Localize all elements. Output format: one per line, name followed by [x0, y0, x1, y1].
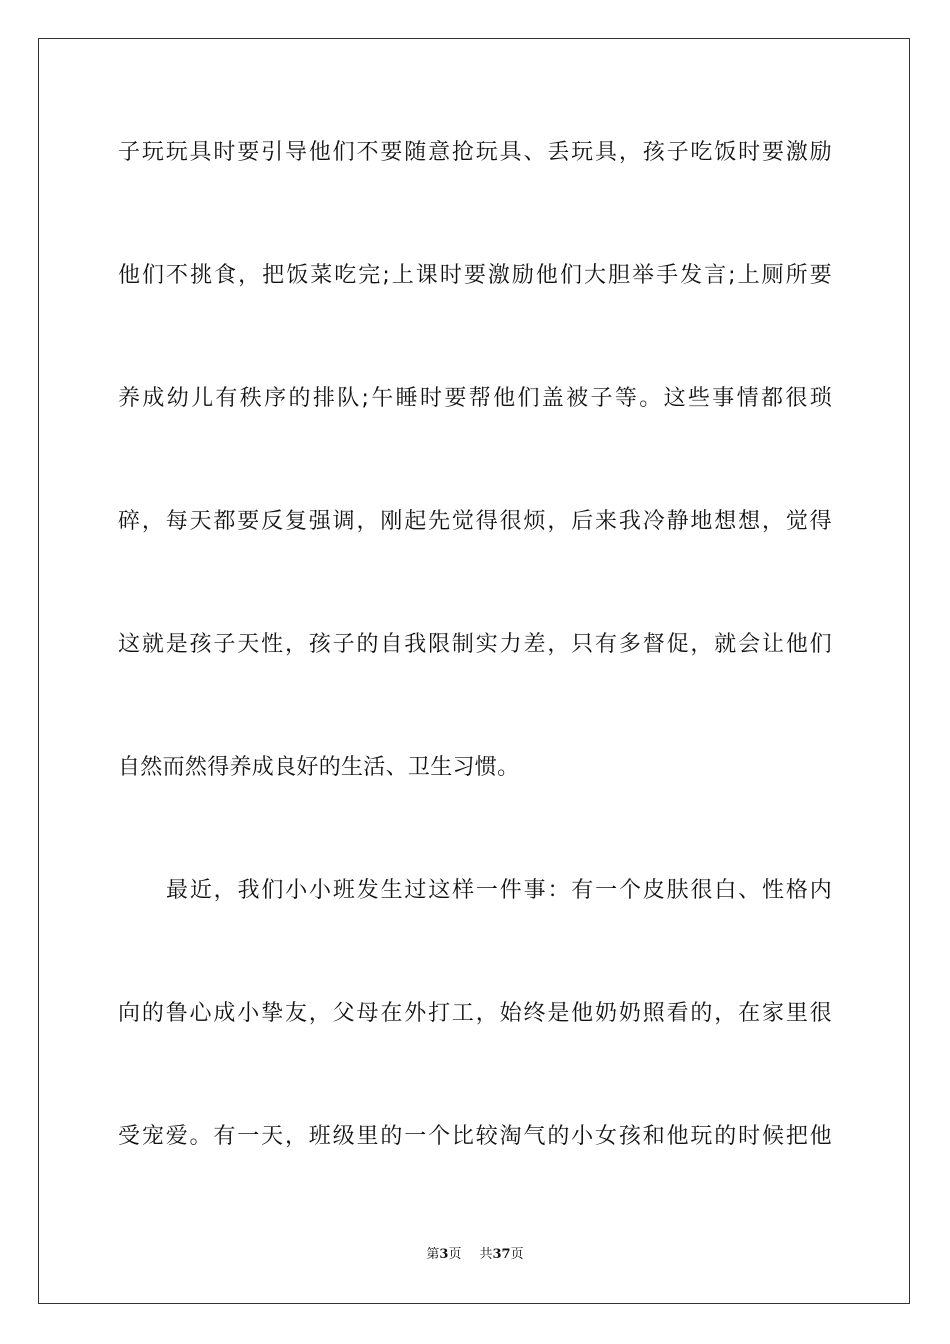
paragraph-line-1: 子玩玩具时要引导他们不要随意抢玩具、丢玩具，孩子吃饭时要激励 [118, 140, 832, 165]
total-pages: 37 [492, 1247, 511, 1262]
page-border [38, 38, 910, 1304]
paragraph-line-5: 这就是孩子天性，孩子的自我限制实力差，只有多督促，就会让他们 [118, 632, 832, 657]
paragraph-line-6: 自然而然得养成良好的生活、卫生习惯。 [118, 755, 520, 780]
paragraph-line-2: 他们不挑食，把饭菜吃完;上课时要激励他们大胆举手发言;上厕所要 [118, 263, 832, 288]
paragraph-line-8: 向的鲁心成小挚友，父母在外打工，始终是他奶奶照看的，在家里很 [118, 1001, 832, 1026]
paragraph-line-9: 受宠爱。有一天，班级里的一个比较淘气的小女孩和他玩的时候把他 [118, 1124, 832, 1149]
paragraph-line-7: 最近，我们小小班发生过这样一件事：有一个皮肤很白、性格内 [166, 878, 832, 903]
paragraph-line-4: 碎，每天都要反复强调，刚起先觉得很烦，后来我冷静地想想，觉得 [118, 509, 832, 534]
total-suffix: 页 [510, 1247, 524, 1262]
paragraph-line-3: 养成幼儿有秩序的排队;午睡时要帮他们盖被子等。这些事情都很琐 [118, 386, 832, 411]
total-prefix: 共 [479, 1247, 493, 1262]
page-prefix: 第 [426, 1247, 440, 1262]
page-footer [0, 1246, 950, 1264]
page-suffix: 页 [448, 1247, 462, 1262]
page-number: 3 [439, 1247, 449, 1262]
